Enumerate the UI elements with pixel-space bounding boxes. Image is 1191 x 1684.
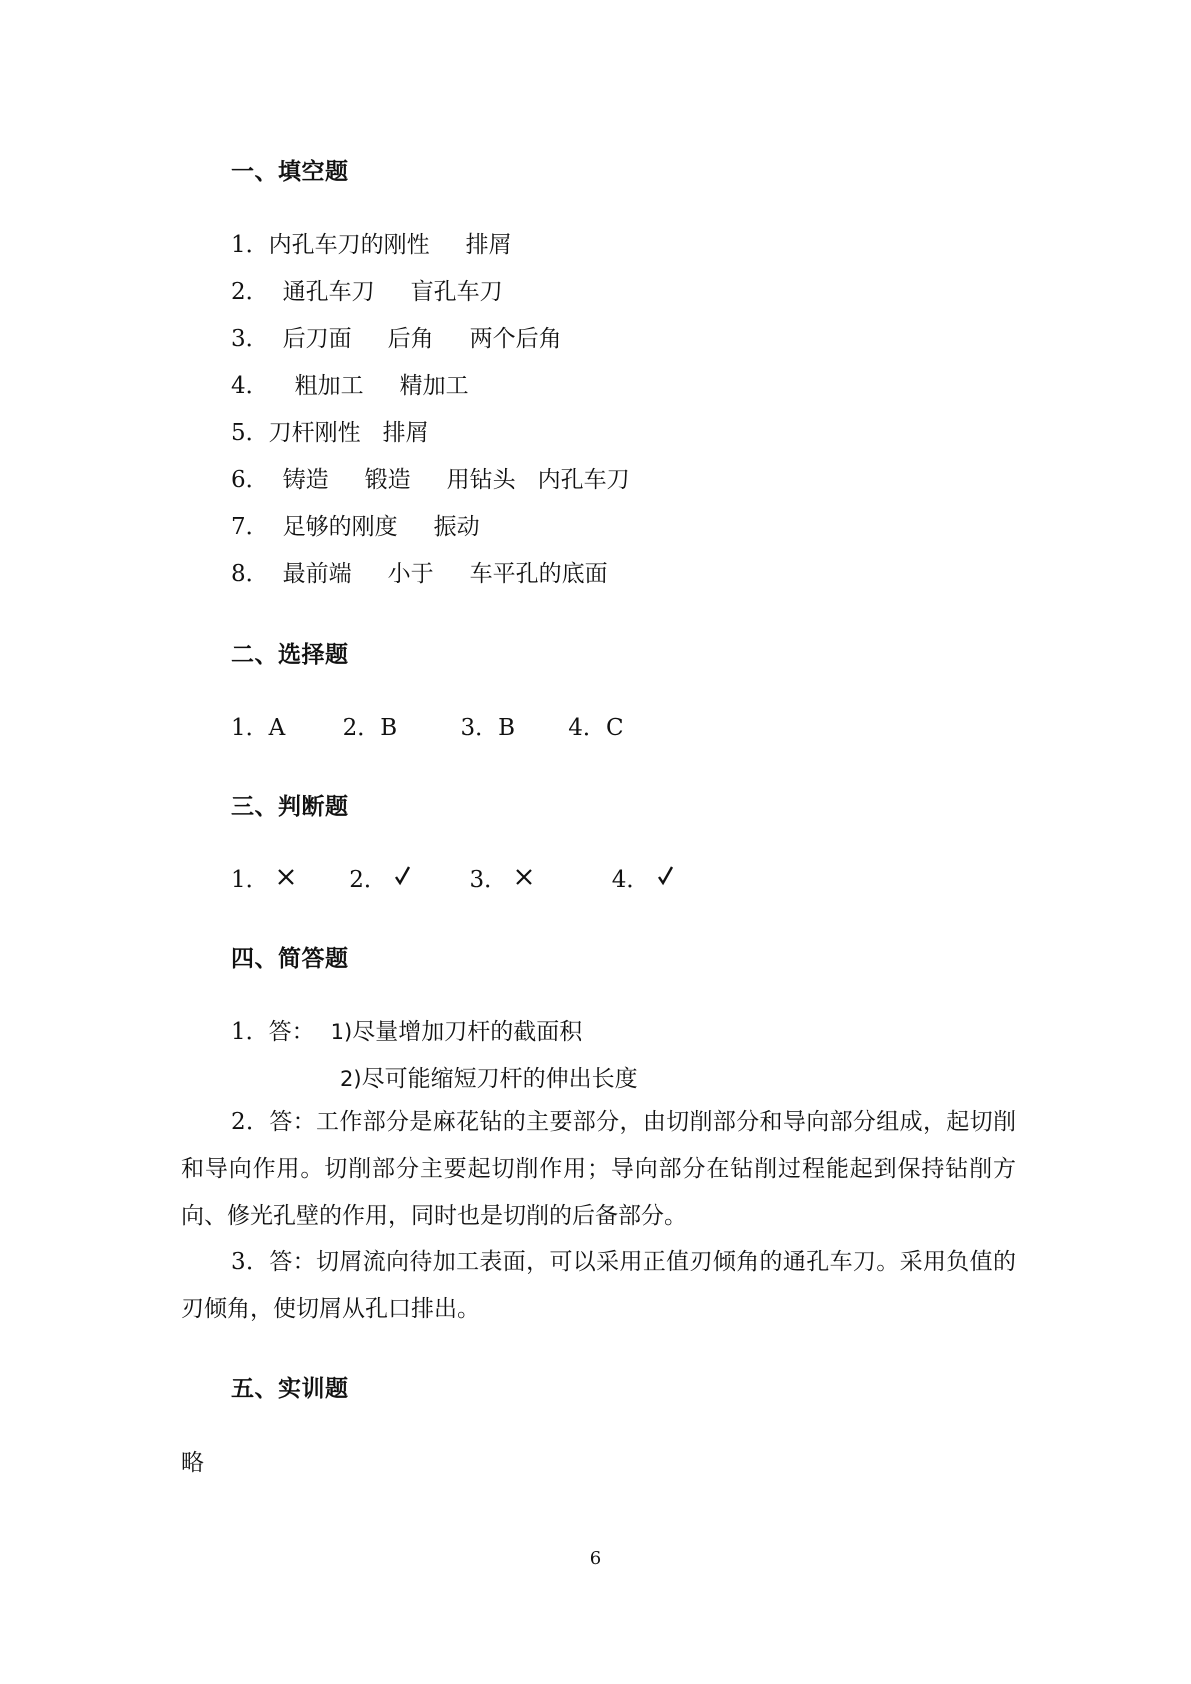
answer: 足够的刚度 xyxy=(282,514,398,540)
answer: 两个后角 xyxy=(469,326,562,352)
answer: 后刀面 xyxy=(282,326,352,352)
answer: 通孔车刀 xyxy=(282,279,375,305)
choice-answer: A xyxy=(268,715,286,741)
item-number: 3． xyxy=(231,326,269,352)
fill-item-5 xyxy=(231,416,429,450)
judge-item-4 xyxy=(612,863,675,897)
fill-item-8 xyxy=(231,557,608,591)
answer: 铸造 xyxy=(282,467,329,493)
answer: 精加工 xyxy=(399,373,469,399)
choice-answer: B xyxy=(380,715,398,741)
judge-item-1 xyxy=(231,863,296,897)
fill-item-1 xyxy=(231,228,512,262)
item-number: 4． xyxy=(568,715,606,741)
item-number: 6． xyxy=(231,467,269,493)
fill-item-6 xyxy=(231,463,630,497)
check-icon xyxy=(394,865,412,887)
cross-icon xyxy=(514,867,534,887)
choice-answer: B xyxy=(498,715,515,741)
item-number: 2． xyxy=(349,867,387,893)
point-text: 尽可能缩短刀杆的伸出长度 xyxy=(361,1066,638,1092)
item-number: 1． xyxy=(231,232,269,258)
item-number: 4． xyxy=(231,373,269,399)
choice-answer: C xyxy=(605,715,624,741)
judge-item-3 xyxy=(470,863,535,897)
check-icon xyxy=(657,865,675,887)
item-number: 4． xyxy=(611,867,650,893)
answer: 排屑 xyxy=(465,232,512,258)
answer: 粗加工 xyxy=(294,373,364,399)
answer: 排屑 xyxy=(382,420,429,446)
answer: 锻造 xyxy=(364,467,411,493)
short-answer-1-line-2 xyxy=(340,1062,638,1096)
item-number: 7． xyxy=(231,514,269,540)
item-number: 1． xyxy=(231,867,269,893)
answer: 最前端 xyxy=(282,561,352,587)
item-number: 2． xyxy=(231,279,269,305)
cross-icon xyxy=(276,867,296,887)
short-answer-1-line-1 xyxy=(231,1015,582,1049)
section-heading-choice: 二、选择题 xyxy=(231,642,349,668)
point-tag: 1) xyxy=(330,1020,353,1044)
point-tag: 2) xyxy=(340,1067,362,1091)
answer: 内孔车刀 xyxy=(537,467,630,493)
answer: 小于 xyxy=(387,561,434,587)
section-heading-fill-blank: 一、填空题 xyxy=(231,159,349,185)
judge-answers-row xyxy=(231,863,675,897)
short-answer-2: 2．答：工作部分是麻花钻的主要部分，由切削部分和导向部分组成，起切削和导向作用。切削部分主要起切削作用；导向部分在钻削过程能起到保持钻削方向、修光孔壁的作用，同时也是切削的后备部分。 xyxy=(181,1109,1016,1229)
section-heading-short-answer: 四、简答题 xyxy=(231,946,349,972)
answer: 盲孔车刀 xyxy=(410,279,503,305)
page-number: 6 xyxy=(589,1548,602,1569)
fill-item-7 xyxy=(231,510,480,544)
item-number: 1． xyxy=(231,715,269,741)
section-heading-practice: 五、实训题 xyxy=(231,1376,349,1402)
choice-answers-row xyxy=(231,711,624,745)
fill-item-4 xyxy=(231,369,469,403)
answer: 刀杆刚性 xyxy=(268,420,361,446)
answer: 用钻头 xyxy=(446,467,516,493)
practice-body: 略 xyxy=(181,1450,204,1476)
item-number: 3． xyxy=(469,867,508,893)
answer-prefix: 1．答： xyxy=(231,1019,315,1045)
point-text: 尽量增加刀杆的截面积 xyxy=(352,1019,583,1045)
judge-item-2 xyxy=(349,863,412,897)
fill-item-2 xyxy=(231,275,503,309)
answer: 振动 xyxy=(433,514,480,540)
item-number: 2． xyxy=(342,715,381,741)
section-heading-judge: 三、判断题 xyxy=(231,794,349,820)
answer: 车平孔的底面 xyxy=(469,561,608,587)
item-number: 5． xyxy=(231,420,269,446)
short-answer-3: 3．答：切屑流向待加工表面，可以采用正值刃倾角的通孔车刀。采用负值的刃倾角，使切屑从孔口排出。 xyxy=(181,1249,1016,1322)
fill-item-3 xyxy=(231,322,562,356)
answer: 后角 xyxy=(387,326,434,352)
item-number: 8． xyxy=(231,561,269,587)
item-number: 3． xyxy=(460,715,499,741)
answer: 内孔车刀的刚性 xyxy=(268,232,430,258)
